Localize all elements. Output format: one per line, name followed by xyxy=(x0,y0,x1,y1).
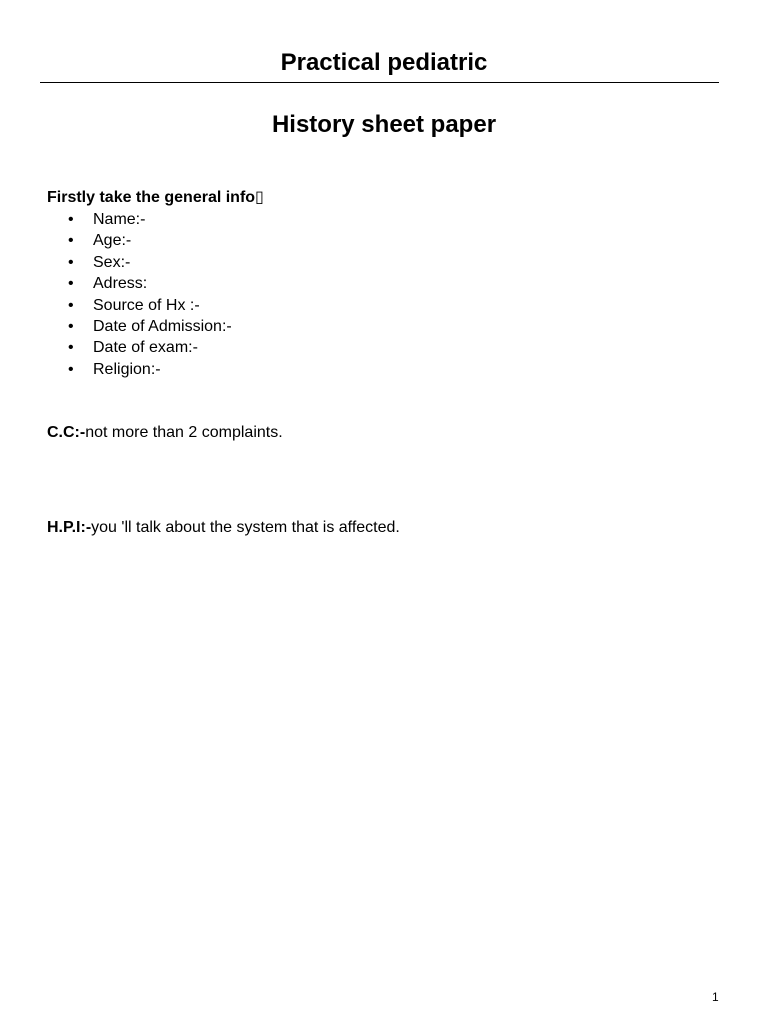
list-item xyxy=(47,295,232,316)
general-info-list xyxy=(47,209,232,380)
list-item-label: Name:- xyxy=(93,211,146,228)
bullet-icon: • xyxy=(68,253,74,271)
list-item-label: Age:- xyxy=(93,232,132,250)
list-item-label: Adress: xyxy=(93,275,148,293)
bullet-icon: • xyxy=(68,339,74,357)
list-item xyxy=(47,209,232,230)
list-item-label: Source of Hx :- xyxy=(93,296,200,314)
list-item-label: Date of Admission:- xyxy=(93,317,232,335)
list-item xyxy=(47,252,232,273)
list-item-label: Religion:- xyxy=(93,360,161,378)
chief-complaint-text: not more than 2 complaints. xyxy=(85,424,283,441)
document-title: Practical pediatric xyxy=(280,49,488,76)
list-item-label: Date of exam:- xyxy=(93,339,198,357)
chief-complaint-label: C.C:- xyxy=(47,424,86,441)
bullet-icon: • xyxy=(68,317,74,335)
hpi-text: you 'll talk about the system that is affected. xyxy=(91,519,400,536)
list-item xyxy=(47,230,232,251)
list-item xyxy=(47,359,232,380)
document-subtitle: History sheet paper xyxy=(271,111,497,138)
bullet-icon: • xyxy=(68,296,74,314)
list-item-label: Sex:- xyxy=(93,253,131,271)
list-item xyxy=(47,316,232,337)
chief-complaint-paragraph xyxy=(47,422,283,443)
bullet-icon: • xyxy=(68,360,74,378)
title-divider xyxy=(40,82,719,83)
bullet-icon: • xyxy=(68,275,74,293)
bullet-icon: • xyxy=(68,211,74,228)
hpi-label: H.P.I:- xyxy=(47,519,92,536)
general-info-heading: Firstly take the general info▯ xyxy=(47,189,264,206)
bullet-icon: • xyxy=(68,232,74,250)
hpi-paragraph xyxy=(47,517,400,538)
list-item xyxy=(47,337,232,358)
list-item xyxy=(47,273,232,294)
page-number: 1 xyxy=(712,990,719,1004)
